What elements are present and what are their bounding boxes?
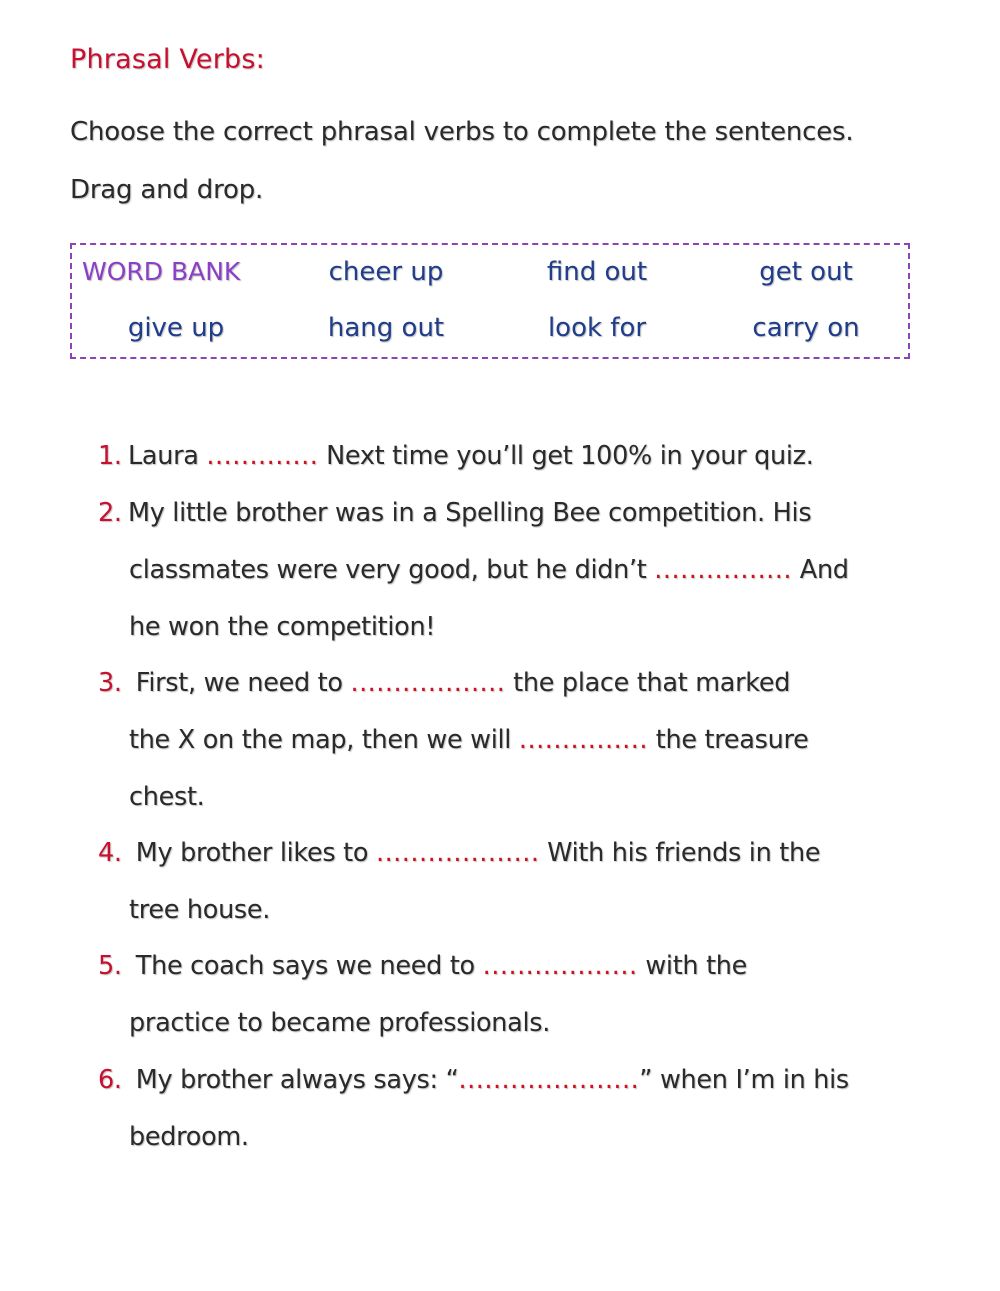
question-text: ” when I’m in his: [639, 1065, 849, 1095]
question-3-line-3: chest.: [129, 782, 205, 812]
question-2-line-3: he won the competition!: [129, 612, 436, 642]
answer-gap[interactable]: .....................: [458, 1065, 640, 1095]
question-text: The coach says we need to: [128, 951, 483, 981]
question-number: 4.: [98, 838, 122, 868]
word-bank-item-carry-on[interactable]: carry on: [752, 313, 860, 343]
question-text: Laura: [128, 441, 207, 471]
answer-gap[interactable]: ...................: [375, 838, 540, 868]
question-4: [98, 838, 820, 868]
instruction-line-1: Choose the correct phrasal verbs to complete the sentences.: [70, 117, 854, 147]
answer-gap[interactable]: ..................: [482, 951, 638, 981]
question-3: [98, 668, 790, 698]
question-1: [98, 441, 814, 471]
word-bank-item-look-for[interactable]: look for: [547, 313, 647, 343]
answer-gap[interactable]: ...............: [518, 725, 648, 755]
question-text: And: [792, 555, 849, 585]
question-5-line-2: practice to became professionals.: [129, 1008, 551, 1038]
question-4-line-2: tree house.: [129, 895, 271, 925]
question-text: My little brother was in a Spelling Bee competition. His: [128, 498, 812, 528]
question-number: 5.: [98, 951, 122, 981]
question-number: 2.: [98, 498, 122, 528]
question-text: First, we need to: [128, 668, 351, 698]
question-text: the treasure: [648, 725, 809, 755]
question-text: Next time you’ll get 100% in your quiz.: [318, 441, 814, 471]
word-bank-box: [70, 243, 910, 359]
word-bank-item-get-out[interactable]: get out: [759, 257, 853, 287]
question-text: the place that marked: [505, 668, 791, 698]
word-bank-item-give-up[interactable]: give up: [127, 313, 225, 343]
question-6: [98, 1065, 849, 1095]
question-number: 6.: [98, 1065, 122, 1095]
question-5: [98, 951, 747, 981]
word-bank-item-hang-out[interactable]: hang out: [327, 313, 445, 343]
word-bank-label: WORD BANK: [82, 257, 241, 286]
question-text: with the: [637, 951, 748, 981]
answer-gap[interactable]: ..................: [350, 668, 506, 698]
question-2: [98, 498, 811, 528]
question-3-line-2: [129, 725, 808, 755]
instruction-line-2: Drag and drop.: [70, 175, 264, 205]
question-text: My brother likes to: [128, 838, 376, 868]
question-6-line-2: bedroom.: [129, 1122, 249, 1152]
question-text: classmates were very good, but he didn’t: [129, 555, 655, 585]
question-text: My brother always says: “: [128, 1065, 459, 1095]
word-bank-item-find-out[interactable]: find out: [546, 257, 648, 287]
worksheet-title: Phrasal Verbs:: [70, 44, 265, 75]
question-text: the X on the map, then we will: [129, 725, 519, 755]
question-text: With his friends in the: [539, 838, 821, 868]
question-2-line-2: [129, 555, 849, 585]
question-number: 1.: [98, 441, 122, 471]
answer-gap[interactable]: ................: [654, 555, 792, 585]
word-bank-item-cheer-up[interactable]: cheer up: [328, 257, 444, 287]
answer-gap[interactable]: .............: [206, 441, 319, 471]
question-number: 3.: [98, 668, 122, 698]
